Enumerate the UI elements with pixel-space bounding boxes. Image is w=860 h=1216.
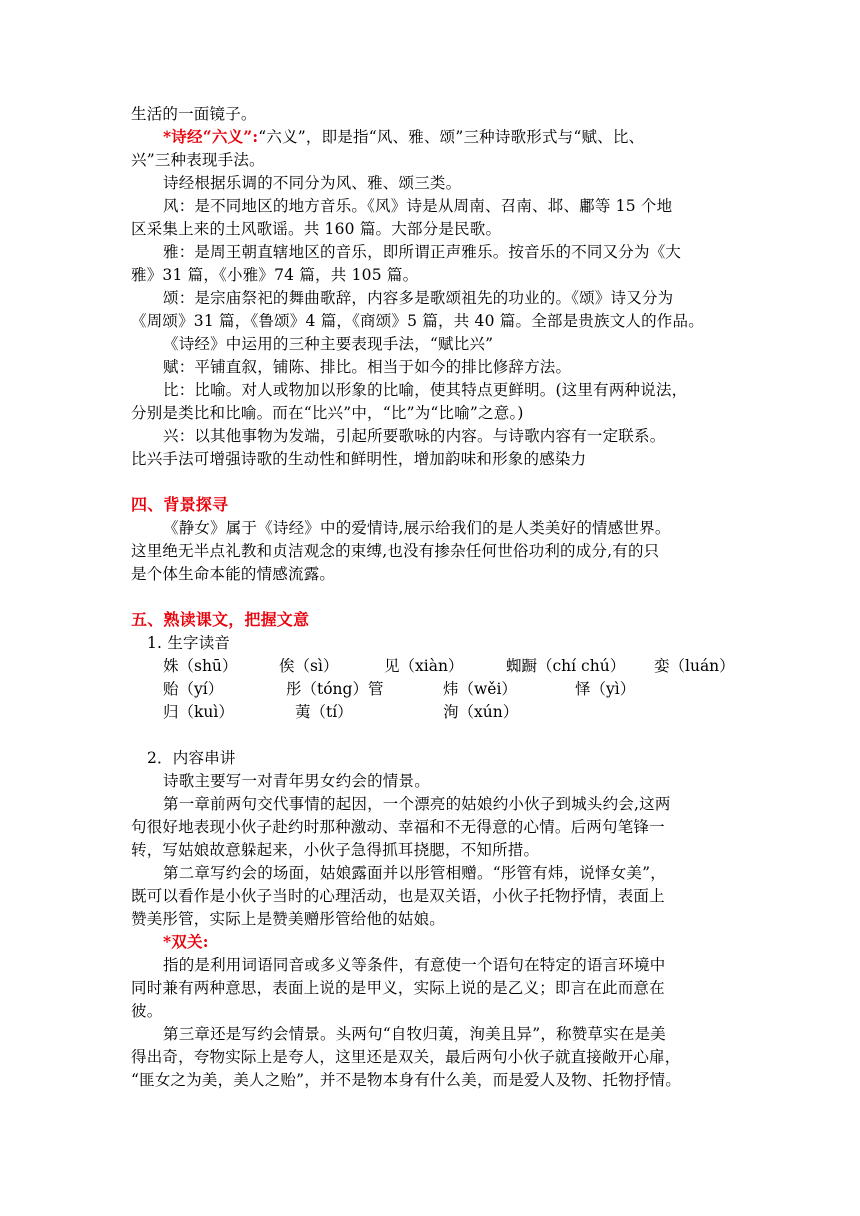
- paragraph-line: 同时兼有两种意思，表面上说的是甲义，实际上说的是乙义；即言在此而意在: [131, 979, 665, 997]
- pronunciation-item: 归（kuì）: [163, 703, 234, 721]
- paragraph-line: 风：是不同地区的地方音乐。《风》诗是从周南、召南、邶、鄘等 15 个地: [163, 197, 673, 215]
- paragraph-line: 是个体生命本能的情感流露。: [131, 565, 336, 583]
- pronunciation-item: 炜（wěi）: [443, 680, 517, 698]
- paragraph-line: 《周颂》31 篇，《鲁颂》4 篇，《商颂》5 篇，共 40 篇。全部是贵族文人的作品。: [131, 312, 704, 330]
- paragraph-line: 区采集上来的土风歌谣。共 160 篇。大部分是民歌。: [131, 220, 502, 238]
- pronunciation-item: 彤（tóng）管: [286, 680, 384, 698]
- paragraph-line: 赋：平铺直叙，铺陈、排比。相当于如今的排比修辞方法。: [163, 358, 572, 376]
- paragraph-line: “匪女之为美，美人之贻”，并不是物本身有什么美，而是爱人及物、托物抒情。: [131, 1071, 682, 1089]
- paragraph-line: 第二章写约会的场面，姑娘露面并以彤管相赠。“彤管有炜，说怿女美”，: [163, 864, 666, 882]
- paragraph-line: 句很好地表现小伙子赴约时那种激动、幸福和不无得意的心情。后两句笔锋一: [131, 818, 665, 836]
- paragraph-line: 颂：是宗庙祭祀的舞曲歌辞，内容多是歌颂祖先的功业的。《颂》诗又分为: [163, 289, 674, 307]
- paragraph-line: 分别是类比和比喻。而在“比兴”中，“比”为“比喻”之意。): [131, 404, 524, 422]
- paragraph-line: 兴”三种表现手法。: [131, 151, 265, 169]
- pronunciation-item: 姝（shū）: [163, 657, 238, 675]
- term-label: *诗经“六义”:: [163, 127, 259, 146]
- paragraph-line: 《诗经》中运用的三种主要表现手法，“赋比兴”: [163, 335, 494, 353]
- paragraph-line: 诗歌主要写一对青年男女约会的情景。: [163, 772, 430, 790]
- paragraph-line: 指的是利用词语同音或多义等条件，有意使一个语句在特定的语言环境中: [163, 956, 666, 974]
- section-heading: 五、熟读课文，把握文意: [131, 610, 310, 629]
- paragraph-line: 雅：是周王朝直辖地区的音乐，即所谓正声雅乐。按音乐的不同又分为《大: [163, 243, 682, 261]
- pronunciation-item: 见（xiàn）: [384, 657, 464, 675]
- paragraph-line: 雅》31 篇，《小雅》74 篇，共 105 篇。: [131, 266, 419, 284]
- paragraph-line: 得出奇，夸物实际上是夸人，这里还是双关，最后两句小伙子就直接敞开心扉，: [131, 1048, 681, 1066]
- paragraph-line: 生活的一面镜子。: [131, 105, 257, 123]
- paragraph-line: 赞美彤管，实际上是赞美赠彤管给他的姑娘。: [131, 910, 446, 928]
- paragraph-line: 这里绝无半点礼教和贞洁观念的束缚,也没有掺杂任何世俗功利的成分,有的只: [131, 542, 660, 560]
- paragraph-line: 既可以看作是小伙子当时的心理活动，也是双关语，小伙子托物抒情，表面上: [131, 887, 665, 905]
- paragraph-line: 比：比喻。对人或物加以形象的比喻，使其特点更鲜明。(这里有两种说法，: [163, 381, 688, 399]
- pronunciation-item: 怿（yì）: [575, 680, 636, 698]
- paragraph-line: 彼。: [131, 1002, 163, 1020]
- paragraph-line: 兴：以其他事物为发端，引起所要歌咏的内容。与诗歌内容有一定联系。: [163, 427, 666, 445]
- paragraph-line: 转，写姑娘故意躲起来，小伙子急得抓耳挠腮，不知所措。: [131, 841, 540, 859]
- pronunciation-item: 贻（yí）: [163, 680, 224, 698]
- term-label: *双关:: [163, 932, 209, 951]
- paragraph-line: 诗经根据乐调的不同分为风、雅、颂三类。: [163, 174, 462, 192]
- subsection-heading: 1. 生字读音: [147, 634, 231, 652]
- pronunciation-item: 荑（tí）: [295, 703, 353, 721]
- pronunciation-item: 洵（xún）: [443, 703, 519, 721]
- section-heading: 四、背景探寻: [131, 495, 229, 514]
- paragraph-line: 比兴手法可增强诗歌的生动性和鲜明性，增加韵味和形象的感染力: [131, 450, 587, 468]
- paragraph-line: 第三章还是写约会情景。头两句“自牧归荑，洵美且异”，称赞草实在是美: [163, 1025, 666, 1043]
- subsection-heading: 2．内容串讲: [147, 749, 236, 767]
- paragraph-line: 《静女》属于《诗经》中的爱情诗,展示给我们的是人类美好的情感世界。: [163, 519, 671, 537]
- paragraph-line: [163, 126, 644, 148]
- pronunciation-item: 蜘蹰（chí chú）: [506, 657, 626, 675]
- paragraph-line: 第一章前两句交代事情的起因，一个漂亮的姑娘约小伙子到城头约会,这两: [163, 795, 671, 813]
- pronunciation-item: 娈（luán）: [654, 657, 735, 675]
- term-text: “六义”，即是指“风、雅、颂”三种诗歌形式与“赋、比、: [258, 128, 645, 146]
- pronunciation-item: 俟（sì）: [279, 657, 339, 675]
